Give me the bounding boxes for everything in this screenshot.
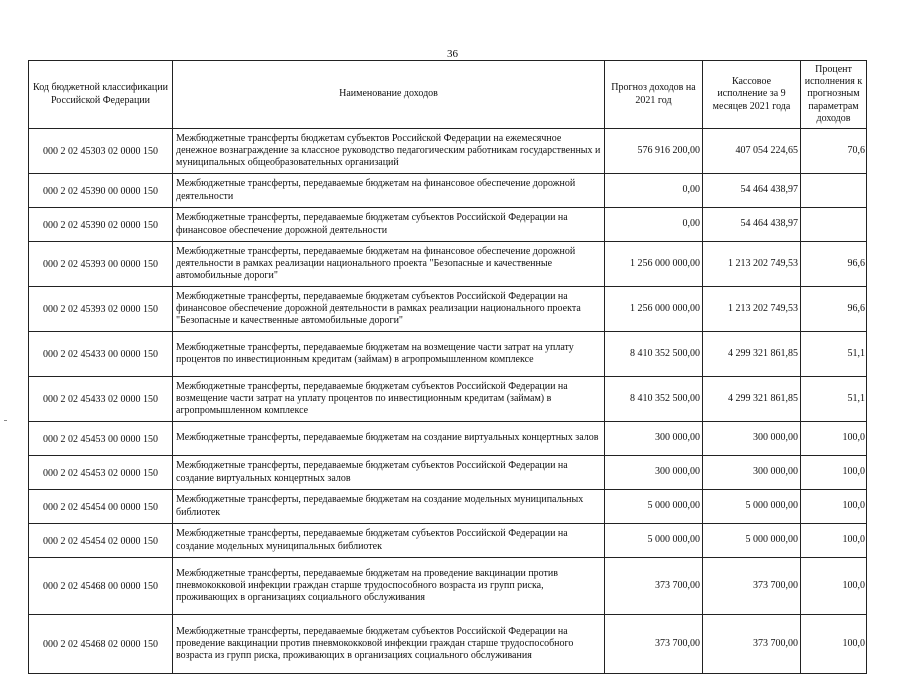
row-code: 000 2 02 45390 02 0000 150 [29, 208, 173, 242]
table-row [29, 174, 867, 208]
table-row [29, 242, 867, 287]
row-percent: 100,0 [801, 490, 867, 524]
row-cash: 4 299 321 861,85 [703, 377, 801, 422]
table-row [29, 524, 867, 558]
row-percent: 96,6 [801, 242, 867, 287]
table-row [29, 558, 867, 615]
row-name: Межбюджетные трансферты, передаваемые бюджетам субъектов Российской Федерации на финансовое обеспечение дорожной деятельности [173, 208, 605, 242]
row-forecast: 0,00 [605, 174, 703, 208]
table-row [29, 615, 867, 674]
row-name: Межбюджетные трансферты, передаваемые бюджетам субъектов Российской Федерации на создание виртуальных концертных залов [173, 456, 605, 490]
row-code: 000 2 02 45390 00 0000 150 [29, 174, 173, 208]
row-code: 000 2 02 45393 02 0000 150 [29, 287, 173, 332]
row-name: Межбюджетные трансферты, передаваемые бюджетам на возмещение части затрат на уплату процентов по инвестиционным кредитам (займам) в агропромышленном комплексе [173, 332, 605, 377]
row-code: 000 2 02 45468 00 0000 150 [29, 558, 173, 615]
row-name: Межбюджетные трансферты бюджетам субъектов Российской Федерации на ежемесячное денежное вознаграждение за классное руководство педагогическим работникам государственных и муниципальных общеобразовательных организаций [173, 129, 605, 174]
row-code: 000 2 02 45433 02 0000 150 [29, 377, 173, 422]
row-cash: 373 700,00 [703, 615, 801, 674]
row-percent: 51,1 [801, 377, 867, 422]
table-row [29, 332, 867, 377]
row-code: 000 2 02 45453 02 0000 150 [29, 456, 173, 490]
row-name: Межбюджетные трансферты, передаваемые бюджетам на финансовое обеспечение дорожной деятельности в рамках реализации национального проекта "Безопасные и качественные автомобильные дороги" [173, 242, 605, 287]
row-cash: 5 000 000,00 [703, 490, 801, 524]
row-code: 000 2 02 45468 02 0000 150 [29, 615, 173, 674]
table-row [29, 490, 867, 524]
row-percent: 100,0 [801, 422, 867, 456]
row-forecast: 5 000 000,00 [605, 524, 703, 558]
row-forecast: 0,00 [605, 208, 703, 242]
row-forecast: 576 916 200,00 [605, 129, 703, 174]
table-row [29, 422, 867, 456]
row-name: Межбюджетные трансферты, передаваемые бюджетам на финансовое обеспечение дорожной деятельности [173, 174, 605, 208]
row-name: Межбюджетные трансферты, передаваемые бюджетам субъектов Российской Федерации на финансовое обеспечение дорожной деятельности в рамках реализации национального проекта "Безопасные и качественные автомобильные дороги" [173, 287, 605, 332]
row-forecast: 373 700,00 [605, 558, 703, 615]
row-forecast: 1 256 000 000,00 [605, 287, 703, 332]
row-forecast: 8 410 352 500,00 [605, 377, 703, 422]
table-row [29, 287, 867, 332]
row-forecast: 1 256 000 000,00 [605, 242, 703, 287]
row-cash: 300 000,00 [703, 456, 801, 490]
row-cash: 54 464 438,97 [703, 208, 801, 242]
row-code: 000 2 02 45433 00 0000 150 [29, 332, 173, 377]
header-code: Код бюджетной классификации Российской Федерации [29, 61, 173, 129]
row-percent: 51,1 [801, 332, 867, 377]
row-percent [801, 174, 867, 208]
row-name: Межбюджетные трансферты, передаваемые бюджетам на создание виртуальных концертных залов [173, 422, 605, 456]
row-percent: 100,0 [801, 558, 867, 615]
row-cash: 373 700,00 [703, 558, 801, 615]
row-percent: 70,6 [801, 129, 867, 174]
row-forecast: 373 700,00 [605, 615, 703, 674]
row-forecast: 300 000,00 [605, 456, 703, 490]
row-percent: 96,6 [801, 287, 867, 332]
header-forecast: Прогноз доходов на 2021 год [605, 61, 703, 129]
table-row [29, 208, 867, 242]
row-cash: 54 464 438,97 [703, 174, 801, 208]
header-cash: Кассовое исполнение за 9 месяцев 2021 года [703, 61, 801, 129]
row-cash: 5 000 000,00 [703, 524, 801, 558]
row-code: 000 2 02 45393 00 0000 150 [29, 242, 173, 287]
row-cash: 1 213 202 749,53 [703, 287, 801, 332]
header-percent: Процент исполнения к прогнозным параметрам доходов [801, 61, 867, 129]
row-percent [801, 208, 867, 242]
row-code: 000 2 02 45454 00 0000 150 [29, 490, 173, 524]
row-cash: 1 213 202 749,53 [703, 242, 801, 287]
row-cash: 407 054 224,65 [703, 129, 801, 174]
row-code: 000 2 02 45303 02 0000 150 [29, 129, 173, 174]
row-cash: 300 000,00 [703, 422, 801, 456]
page-number: 36 [447, 48, 458, 60]
table-row [29, 456, 867, 490]
margin-mark [4, 420, 7, 421]
row-forecast: 8 410 352 500,00 [605, 332, 703, 377]
row-percent: 100,0 [801, 456, 867, 490]
row-percent: 100,0 [801, 524, 867, 558]
header-name: Наименование доходов [173, 61, 605, 129]
row-code: 000 2 02 45454 02 0000 150 [29, 524, 173, 558]
row-forecast: 300 000,00 [605, 422, 703, 456]
row-name: Межбюджетные трансферты, передаваемые бюджетам субъектов Российской Федерации на создание модельных муниципальных библиотек [173, 524, 605, 558]
row-name: Межбюджетные трансферты, передаваемые бюджетам на проведение вакцинации против пневмококковой инфекции граждан старше трудоспособного возраста из групп риска, проживающих в организациях социального обслуживания [173, 558, 605, 615]
table-row [29, 129, 867, 174]
row-code: 000 2 02 45453 00 0000 150 [29, 422, 173, 456]
row-forecast: 5 000 000,00 [605, 490, 703, 524]
table-header-row [29, 61, 867, 129]
row-percent: 100,0 [801, 615, 867, 674]
table-row [29, 377, 867, 422]
row-name: Межбюджетные трансферты, передаваемые бюджетам на создание модельных муниципальных библиотек [173, 490, 605, 524]
revenue-table [28, 60, 867, 674]
row-name: Межбюджетные трансферты, передаваемые бюджетам субъектов Российской Федерации на возмещение части затрат на уплату процентов по инвестиционным кредитам (займам) в агропромышленном комплексе [173, 377, 605, 422]
row-name: Межбюджетные трансферты, передаваемые бюджетам субъектов Российской Федерации на проведение вакцинации против пневмококковой инфекции граждан старше трудоспособного возраста из групп риска, проживающих в организациях социального обслуживания [173, 615, 605, 674]
row-cash: 4 299 321 861,85 [703, 332, 801, 377]
